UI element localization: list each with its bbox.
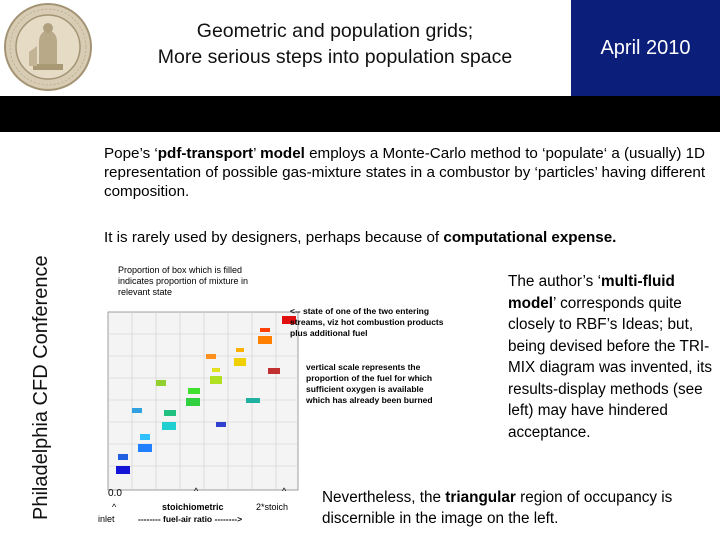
p1-bold-pdf-transport: pdf-transport <box>157 145 254 162</box>
x-label-2stoich: 2*stoich <box>256 502 289 512</box>
p2-text-a: It is rarely used by designers, perhaps because of <box>104 229 444 246</box>
note-vertical-line-2: proportion of the fuel for which <box>306 373 433 383</box>
note-stream-line-3: plus additional fuel <box>290 328 368 338</box>
x-label-zero: 0.0 <box>108 488 122 499</box>
slide-title <box>100 18 570 70</box>
p1-bold-model: model <box>260 145 305 162</box>
note-vertical-line-3: sufficient oxygen is available <box>306 384 424 394</box>
p4-text-a: Nevertheless, the <box>322 489 446 506</box>
multi-fluid-diagram <box>96 258 496 540</box>
note-stream-line-2: streams, viz hot combustion products <box>290 317 444 327</box>
p3-text-c: ’ corresponds quite closely to RBF’s Ideas; but, being devised before the TRI-MIX diagram was invented, its results-display methods (see left) may have hindered acceptance. <box>508 294 713 441</box>
x-label-inlet: inlet <box>98 514 115 524</box>
paragraph-rarely-used <box>104 228 719 247</box>
x-caret-2stoich: ^ <box>282 486 287 496</box>
x-label-fuel-air-ratio: -------- fuel-air ratio --------> <box>138 514 243 524</box>
note-vertical-line-1: vertical scale represents the <box>306 362 421 372</box>
x-caret-inlet: ^ <box>112 502 117 512</box>
date-box <box>571 0 720 96</box>
note-vertical-line-4: which has already been burned <box>306 395 433 405</box>
slide-title-line-2: More serious steps into population space <box>157 46 513 68</box>
p3-text-a: The author’s ‘ <box>508 273 601 290</box>
university-seal-logo <box>3 2 93 92</box>
slide-title-line-1: Geometric and population grids; <box>196 20 474 42</box>
note-fill-line-2: indicates proportion of mixture in <box>118 276 249 286</box>
p4-bold-triangular: triangular <box>445 489 516 506</box>
p3-bold-multi-fluid: multi-fluid model <box>508 273 675 312</box>
header-bar <box>0 96 720 132</box>
p2-bold-expense: computational expense. <box>443 229 617 246</box>
p1-text-e: employs a Monte-Carlo method to ‘populate‘ a (usually) 1D representation of possible gas-mixture states in a combustor by ‘particles’ having different composition. <box>104 145 706 200</box>
date-label: April 2010 <box>600 36 691 59</box>
x-label-stoichiometric: stoichiometric <box>162 502 224 512</box>
p1-text-a: Pope’s ‘ <box>104 145 158 162</box>
conference-label: Philadelphia CFD Conference <box>30 255 52 520</box>
note-fill-line-1: Proportion of box which is filled <box>118 265 243 275</box>
note-stream-line-1: <-- state of one of the two entering <box>290 306 430 316</box>
paragraph-pope-model <box>104 144 714 201</box>
note-fill-line-3: relevant state <box>118 287 173 297</box>
x-caret-stoich: ^ <box>194 486 199 496</box>
p1-text-c: ’ <box>253 145 261 162</box>
p4-text-c: region of occupancy is discernible in the image on the left. <box>322 489 673 527</box>
paragraph-multi-fluid <box>508 271 714 443</box>
